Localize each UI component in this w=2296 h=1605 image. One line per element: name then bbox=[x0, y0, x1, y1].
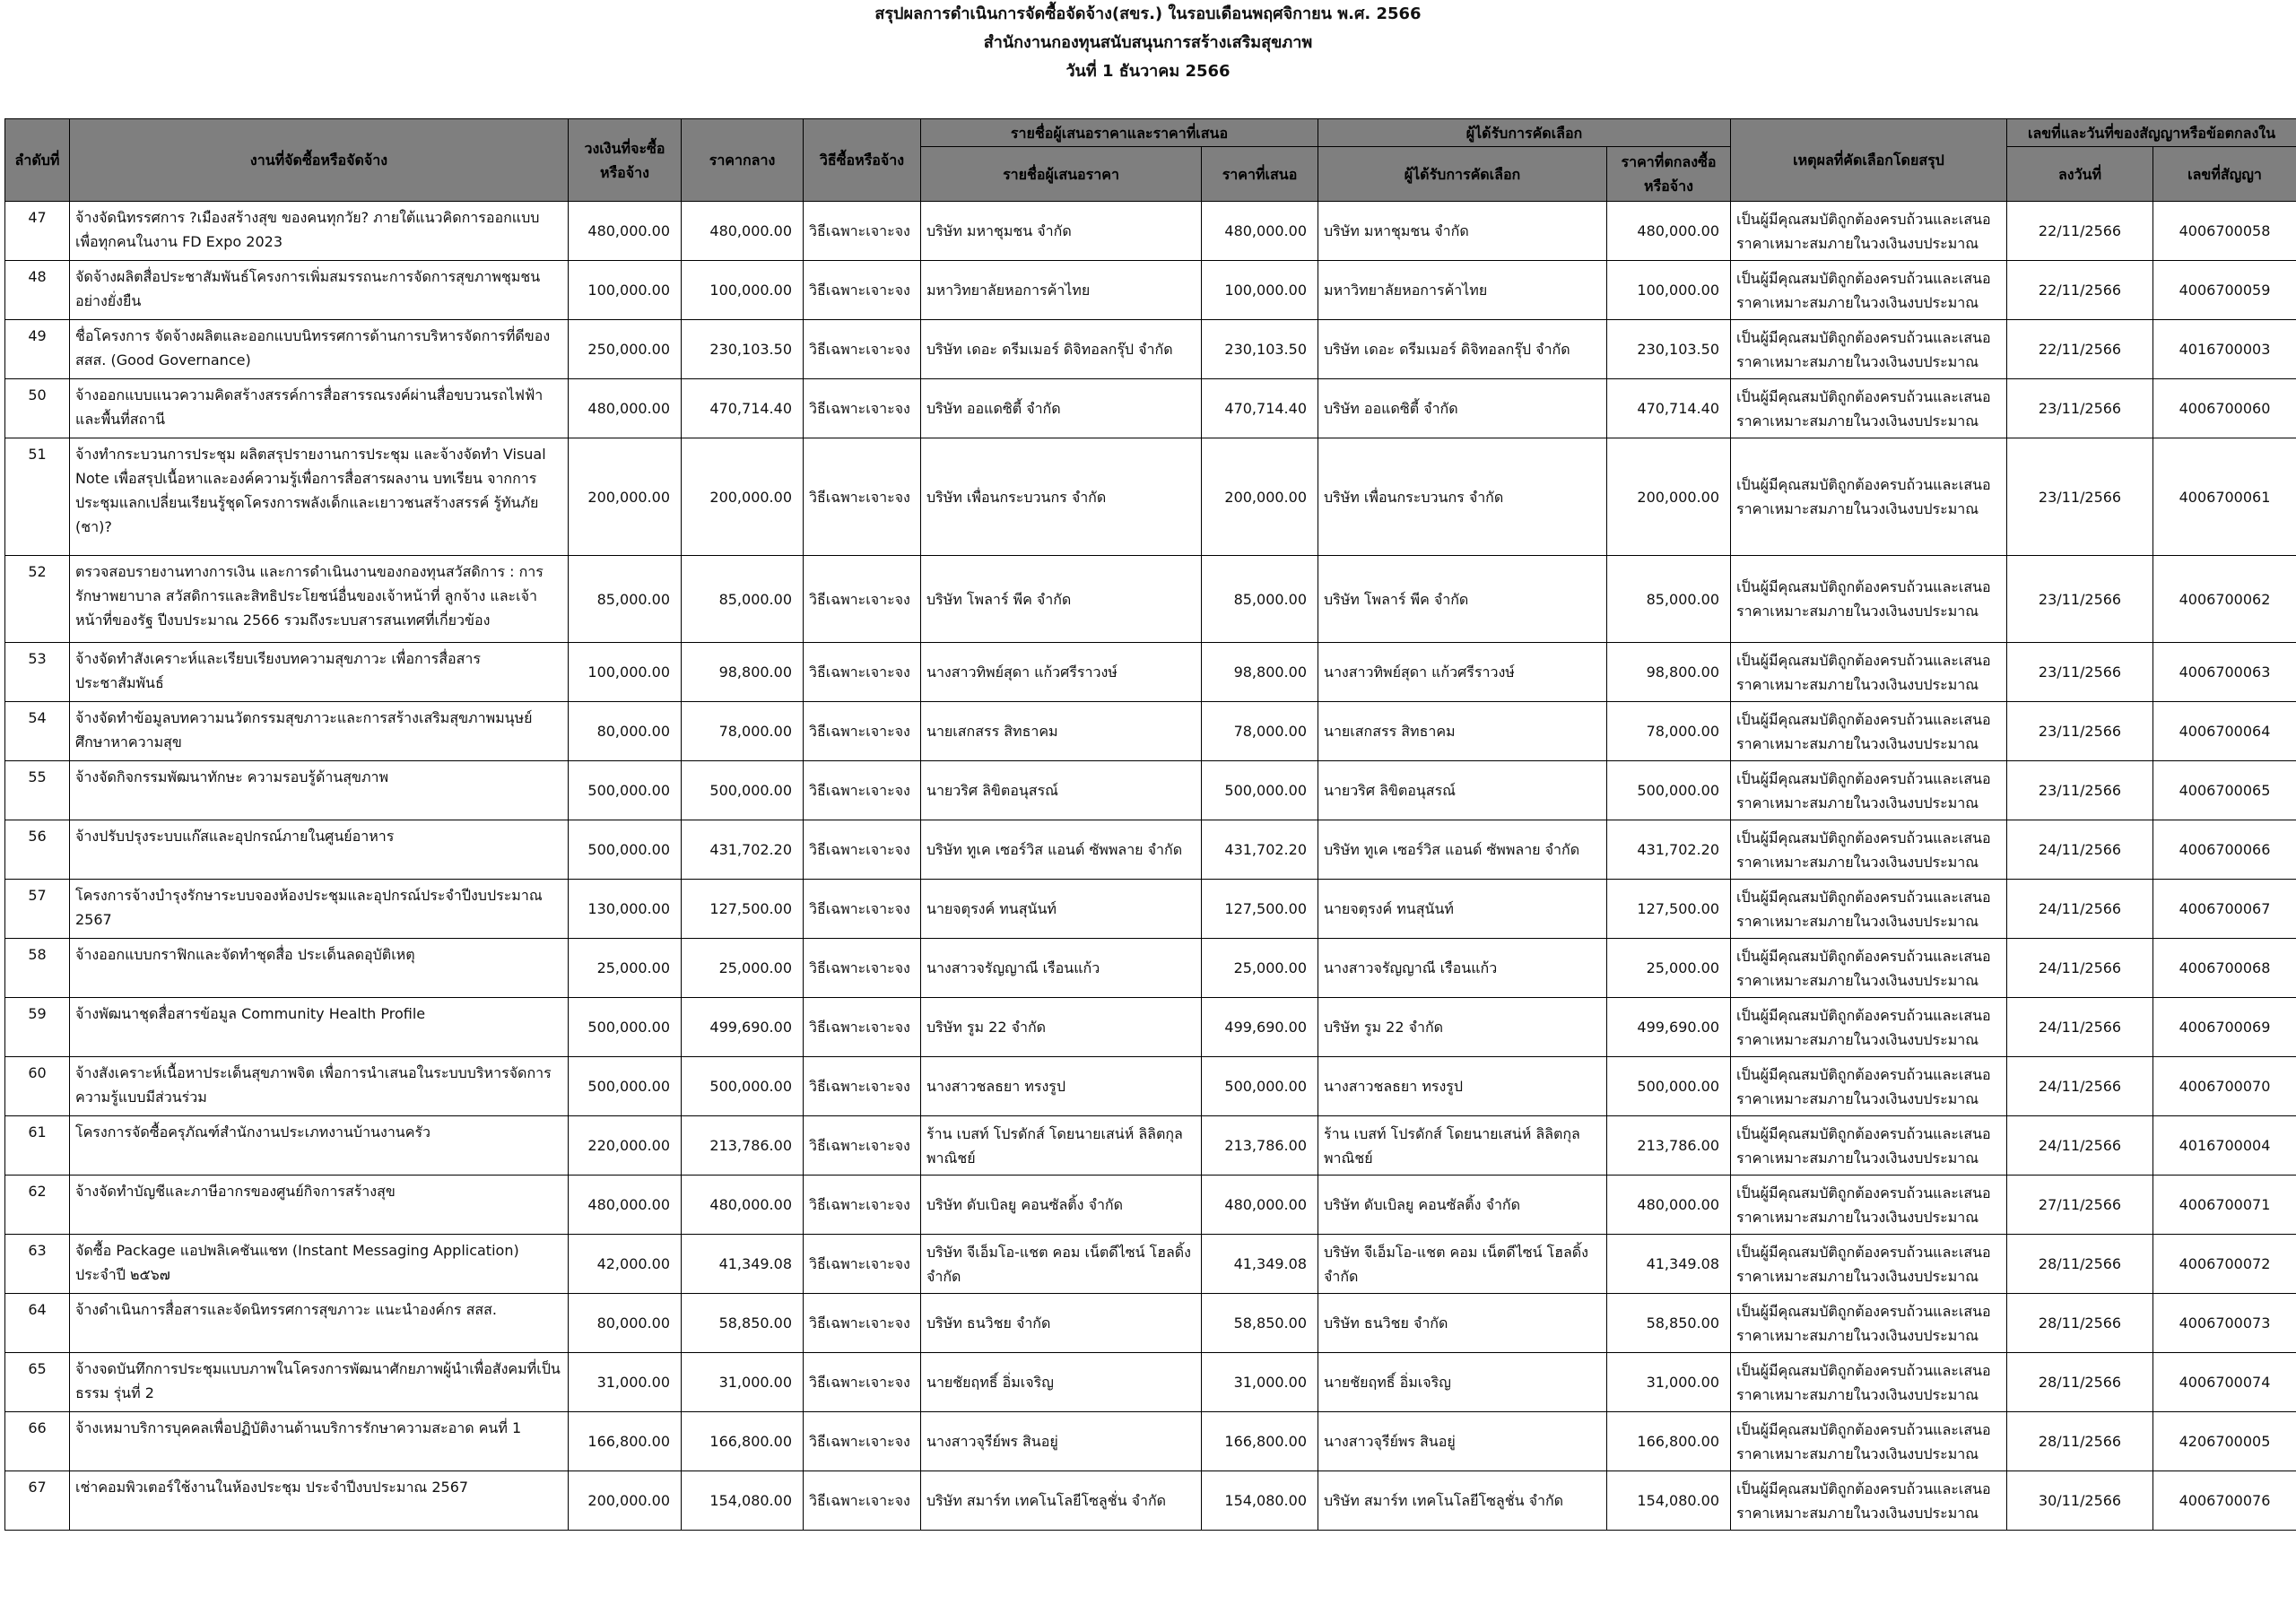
agency-name: สำนักงานกองทุนสนับสนุนการสร้างเสริมสุขภาพ bbox=[983, 33, 1313, 52]
cell-no: 50 bbox=[5, 379, 70, 438]
cell-median-price: 78,000.00 bbox=[682, 702, 804, 761]
cell-agreed-price: 100,000.00 bbox=[1607, 261, 1731, 320]
header-bidder-name: รายชื่อผู้เสนอราคา bbox=[921, 147, 1202, 202]
cell-reason: เป็นผู้มีคุณสมบัติถูกต้องครบถ้วนและเสนอราคาเหมาะสมภายในวงเงินงบประมาณ bbox=[1731, 1176, 2007, 1235]
cell-budget: 130,000.00 bbox=[569, 880, 682, 939]
cell-selected-name: นางสาวจุรีย์พร สินอยู่ bbox=[1318, 1412, 1607, 1471]
cell-budget: 200,000.00 bbox=[569, 1471, 682, 1531]
table-row bbox=[5, 880, 2296, 939]
header-median-price: ราคากลาง bbox=[682, 119, 804, 202]
cell-task: จ้างเหมาบริการบุคคลเพื่อปฏิบัติงานด้านบริการรักษาความสะอาด คนที่ 1 bbox=[70, 1412, 569, 1471]
cell-reason: เป็นผู้มีคุณสมบัติถูกต้องครบถ้วนและเสนอราคาเหมาะสมภายในวงเงินงบประมาณ bbox=[1731, 1116, 2007, 1176]
cell-method: วิธีเฉพาะเจาะจง bbox=[804, 761, 921, 820]
cell-median-price: 200,000.00 bbox=[682, 438, 804, 556]
cell-selected-name: บริษัท ดับเบิลยู คอนซัลติ้ง จำกัด bbox=[1318, 1176, 1607, 1235]
cell-median-price: 230,103.50 bbox=[682, 320, 804, 379]
cell-contract-date: 22/11/2566 bbox=[2007, 202, 2153, 261]
cell-bidder-name: บริษัท ธนวิชย จำกัด bbox=[921, 1294, 1202, 1353]
cell-no: 49 bbox=[5, 320, 70, 379]
cell-budget: 80,000.00 bbox=[569, 702, 682, 761]
cell-method: วิธีเฉพาะเจาะจง bbox=[804, 1116, 921, 1176]
cell-selected-name: บริษัท เดอะ ดรีมเมอร์ ดิจิทอลกรุ๊ป จำกัด bbox=[1318, 320, 1607, 379]
table-row bbox=[5, 1057, 2296, 1116]
cell-contract-date: 23/11/2566 bbox=[2007, 761, 2153, 820]
cell-bid-price: 500,000.00 bbox=[1202, 1057, 1318, 1116]
cell-bid-price: 85,000.00 bbox=[1202, 556, 1318, 643]
cell-task: จ้างทำกระบวนการประชุม ผลิตสรุปรายงานการประชุม และจ้างจัดทำ Visual Note เพื่อสรุปเนื้อหาและองค์ความรู้เพื่อการสื่อสารผลงาน บทเรียน จากการประชุมแลกเปลี่ยนเรียนรู้ชุดโครงการพลังเด็กและเยาวชนสร้างสรรค์ รู้ทันภัย (ชา)? bbox=[70, 438, 569, 556]
cell-agreed-price: 480,000.00 bbox=[1607, 1176, 1731, 1235]
cell-median-price: 213,786.00 bbox=[682, 1116, 804, 1176]
cell-bid-price: 41,349.08 bbox=[1202, 1235, 1318, 1294]
cell-contract-no: 4206700005 bbox=[2153, 1412, 2296, 1471]
header-bid-price: ราคาที่เสนอ bbox=[1202, 147, 1318, 202]
cell-agreed-price: 500,000.00 bbox=[1607, 761, 1731, 820]
cell-median-price: 100,000.00 bbox=[682, 261, 804, 320]
cell-contract-no: 4006700061 bbox=[2153, 438, 2296, 556]
cell-bid-price: 58,850.00 bbox=[1202, 1294, 1318, 1353]
cell-task: จ้างจัดทำข้อมูลบทความนวัตกรรมสุขภาวะและการสร้างเสริมสุขภาพมนุษย์ศึกษาหาความสุข bbox=[70, 702, 569, 761]
table-row bbox=[5, 438, 2296, 556]
cell-method: วิธีเฉพาะเจาะจง bbox=[804, 643, 921, 702]
cell-bidder-name: บริษัท รูม 22 จำกัด bbox=[921, 998, 1202, 1057]
cell-no: 63 bbox=[5, 1235, 70, 1294]
cell-budget: 500,000.00 bbox=[569, 998, 682, 1057]
cell-contract-no: 4006700076 bbox=[2153, 1471, 2296, 1531]
cell-selected-name: บริษัท โพลาร์ พีค จำกัด bbox=[1318, 556, 1607, 643]
header-no: ลำดับที่ bbox=[5, 119, 70, 202]
cell-budget: 480,000.00 bbox=[569, 1176, 682, 1235]
cell-budget: 100,000.00 bbox=[569, 643, 682, 702]
cell-contract-date: 23/11/2566 bbox=[2007, 702, 2153, 761]
table-row bbox=[5, 1412, 2296, 1471]
table-body bbox=[5, 202, 2296, 1531]
header-contract-group: เลขที่และวันที่ของสัญญาหรือข้อตกลงใน bbox=[2007, 119, 2296, 147]
cell-agreed-price: 58,850.00 bbox=[1607, 1294, 1731, 1353]
cell-no: 65 bbox=[5, 1353, 70, 1412]
report-title: สรุปผลการดำเนินการจัดซื้อจัดจ้าง(สขร.) ในรอบเดือนพฤศจิกายน พ.ศ. 2566 bbox=[874, 4, 1422, 23]
cell-agreed-price: 127,500.00 bbox=[1607, 880, 1731, 939]
cell-median-price: 25,000.00 bbox=[682, 939, 804, 998]
cell-selected-name: บริษัท จีเอ็มโอ-แชต คอม เน็ตดีไซน์ โฮลดิ้ง จำกัด bbox=[1318, 1235, 1607, 1294]
cell-selected-name: บริษัท สมาร์ท เทคโนโลยีโซลูชั่น จำกัด bbox=[1318, 1471, 1607, 1531]
cell-no: 55 bbox=[5, 761, 70, 820]
cell-bid-price: 470,714.40 bbox=[1202, 379, 1318, 438]
cell-contract-date: 23/11/2566 bbox=[2007, 438, 2153, 556]
cell-budget: 31,000.00 bbox=[569, 1353, 682, 1412]
cell-agreed-price: 98,800.00 bbox=[1607, 643, 1731, 702]
cell-no: 51 bbox=[5, 438, 70, 556]
table-row bbox=[5, 761, 2296, 820]
cell-median-price: 98,800.00 bbox=[682, 643, 804, 702]
cell-agreed-price: 166,800.00 bbox=[1607, 1412, 1731, 1471]
cell-selected-name: นางสาวชลธยา ทรงรูป bbox=[1318, 1057, 1607, 1116]
cell-reason: เป็นผู้มีคุณสมบัติถูกต้องครบถ้วนและเสนอราคาเหมาะสมภายในวงเงินงบประมาณ bbox=[1731, 820, 2007, 880]
cell-bidder-name: ร้าน เบสท์ โปรดักส์ โดยนายเสน่ห์ ลิลิตกุลพาณิชย์ bbox=[921, 1116, 1202, 1176]
cell-contract-no: 4006700069 bbox=[2153, 998, 2296, 1057]
cell-bidder-name: บริษัท ออแดซิตี้ จำกัด bbox=[921, 379, 1202, 438]
table-row bbox=[5, 202, 2296, 261]
cell-contract-no: 4006700058 bbox=[2153, 202, 2296, 261]
cell-method: วิธีเฉพาะเจาะจง bbox=[804, 1176, 921, 1235]
cell-task: โครงการจัดซื้อครุภัณฑ์สำนักงานประเภทงานบ้านงานครัว bbox=[70, 1116, 569, 1176]
cell-bid-price: 25,000.00 bbox=[1202, 939, 1318, 998]
cell-median-price: 500,000.00 bbox=[682, 761, 804, 820]
cell-no: 67 bbox=[5, 1471, 70, 1531]
cell-task: จ้างจัดนิทรรศการ ?เมืองสร้างสุข ของคนทุกวัย? ภายใต้แนวคิดการออกแบบเพื่อทุกคนในงาน FD Expo 2023 bbox=[70, 202, 569, 261]
cell-budget: 100,000.00 bbox=[569, 261, 682, 320]
cell-contract-date: 23/11/2566 bbox=[2007, 556, 2153, 643]
cell-bid-price: 78,000.00 bbox=[1202, 702, 1318, 761]
table-row bbox=[5, 320, 2296, 379]
cell-task: จ้างสังเคราะห์เนื้อหาประเด็นสุขภาพจิต เพื่อการนำเสนอในระบบบริหารจัดการความรู้แบบมีส่วนร่วม bbox=[70, 1057, 569, 1116]
cell-median-price: 431,702.20 bbox=[682, 820, 804, 880]
cell-contract-no: 4006700062 bbox=[2153, 556, 2296, 643]
table-row bbox=[5, 939, 2296, 998]
cell-no: 58 bbox=[5, 939, 70, 998]
cell-task: จัดจ้างผลิตสื่อประชาสัมพันธ์โครงการเพิ่มสมรรถนะการจัดการสุขภาพชุมชนอย่างยั่งยืน bbox=[70, 261, 569, 320]
header-bidders-group: รายชื่อผู้เสนอราคาและราคาที่เสนอ bbox=[921, 119, 1318, 147]
cell-contract-date: 28/11/2566 bbox=[2007, 1235, 2153, 1294]
header-contract-no: เลขที่สัญญา bbox=[2153, 147, 2296, 202]
cell-contract-date: 24/11/2566 bbox=[2007, 939, 2153, 998]
cell-no: 61 bbox=[5, 1116, 70, 1176]
cell-reason: เป็นผู้มีคุณสมบัติถูกต้องครบถ้วนและเสนอราคาเหมาะสมภายในวงเงินงบประมาณ bbox=[1731, 261, 2007, 320]
document-titles bbox=[0, 0, 2296, 86]
cell-no: 52 bbox=[5, 556, 70, 643]
cell-task: จ้างจัดทำสังเคราะห์และเรียบเรียงบทความสุขภาวะ เพื่อการสื่อสารประชาสัมพันธ์ bbox=[70, 643, 569, 702]
cell-agreed-price: 470,714.40 bbox=[1607, 379, 1731, 438]
cell-method: วิธีเฉพาะเจาะจง bbox=[804, 1353, 921, 1412]
cell-contract-date: 23/11/2566 bbox=[2007, 643, 2153, 702]
cell-budget: 200,000.00 bbox=[569, 438, 682, 556]
cell-reason: เป็นผู้มีคุณสมบัติถูกต้องครบถ้วนและเสนอราคาเหมาะสมภายในวงเงินงบประมาณ bbox=[1731, 939, 2007, 998]
cell-no: 62 bbox=[5, 1176, 70, 1235]
cell-agreed-price: 500,000.00 bbox=[1607, 1057, 1731, 1116]
table-row bbox=[5, 820, 2296, 880]
cell-reason: เป็นผู้มีคุณสมบัติถูกต้องครบถ้วนและเสนอราคาเหมาะสมภายในวงเงินงบประมาณ bbox=[1731, 702, 2007, 761]
cell-method: วิธีเฉพาะเจาะจง bbox=[804, 820, 921, 880]
cell-no: 64 bbox=[5, 1294, 70, 1353]
cell-bidder-name: นายวริศ ลิขิตอนุสรณ์ bbox=[921, 761, 1202, 820]
cell-median-price: 154,080.00 bbox=[682, 1471, 804, 1531]
header-selected-group: ผู้ได้รับการคัดเลือก bbox=[1318, 119, 1731, 147]
cell-method: วิธีเฉพาะเจาะจง bbox=[804, 1235, 921, 1294]
cell-reason: เป็นผู้มีคุณสมบัติถูกต้องครบถ้วนและเสนอราคาเหมาะสมภายในวงเงินงบประมาณ bbox=[1731, 320, 2007, 379]
cell-contract-no: 4006700067 bbox=[2153, 880, 2296, 939]
cell-agreed-price: 213,786.00 bbox=[1607, 1116, 1731, 1176]
cell-selected-name: มหาวิทยาลัยหอการค้าไทย bbox=[1318, 261, 1607, 320]
cell-budget: 480,000.00 bbox=[569, 202, 682, 261]
cell-method: วิธีเฉพาะเจาะจง bbox=[804, 1057, 921, 1116]
cell-method: วิธีเฉพาะเจาะจง bbox=[804, 702, 921, 761]
cell-median-price: 41,349.08 bbox=[682, 1235, 804, 1294]
cell-selected-name: นางสาวจรัญญาณี เรือนแก้ว bbox=[1318, 939, 1607, 998]
cell-task: จ้างจดบันทึกการประชุมแบบภาพในโครงการพัฒนาศักยภาพผู้นำเพื่อสังคมที่เป็นธรรม รุ่นที่ 2 bbox=[70, 1353, 569, 1412]
header-selected-name: ผู้ได้รับการคัดเลือก bbox=[1318, 147, 1607, 202]
table-row bbox=[5, 1116, 2296, 1176]
cell-reason: เป็นผู้มีคุณสมบัติถูกต้องครบถ้วนและเสนอราคาเหมาะสมภายในวงเงินงบประมาณ bbox=[1731, 643, 2007, 702]
cell-bid-price: 499,690.00 bbox=[1202, 998, 1318, 1057]
cell-reason: เป็นผู้มีคุณสมบัติถูกต้องครบถ้วนและเสนอราคาเหมาะสมภายในวงเงินงบประมาณ bbox=[1731, 202, 2007, 261]
table-row bbox=[5, 556, 2296, 643]
cell-no: 66 bbox=[5, 1412, 70, 1471]
cell-method: วิธีเฉพาะเจาะจง bbox=[804, 880, 921, 939]
cell-budget: 42,000.00 bbox=[569, 1235, 682, 1294]
cell-task: โครงการจ้างบำรุงรักษาระบบจองห้องประชุมและอุปกรณ์ประจำปีงบประมาณ 2567 bbox=[70, 880, 569, 939]
table-row bbox=[5, 702, 2296, 761]
cell-median-price: 500,000.00 bbox=[682, 1057, 804, 1116]
cell-bidder-name: นางสาวจุรีย์พร สินอยู่ bbox=[921, 1412, 1202, 1471]
procurement-table bbox=[4, 118, 2296, 1531]
cell-budget: 480,000.00 bbox=[569, 379, 682, 438]
cell-method: วิธีเฉพาะเจาะจง bbox=[804, 939, 921, 998]
header-task: งานที่จัดซื้อหรือจัดจ้าง bbox=[70, 119, 569, 202]
cell-bidder-name: บริษัท เพื่อนกระบวนกร จำกัด bbox=[921, 438, 1202, 556]
cell-contract-no: 4006700073 bbox=[2153, 1294, 2296, 1353]
cell-contract-date: 24/11/2566 bbox=[2007, 880, 2153, 939]
header-contract-date: ลงวันที่ bbox=[2007, 147, 2153, 202]
cell-agreed-price: 499,690.00 bbox=[1607, 998, 1731, 1057]
cell-reason: เป็นผู้มีคุณสมบัติถูกต้องครบถ้วนและเสนอราคาเหมาะสมภายในวงเงินงบประมาณ bbox=[1731, 1412, 2007, 1471]
cell-contract-no: 4016700004 bbox=[2153, 1116, 2296, 1176]
cell-selected-name: บริษัท เพื่อนกระบวนกร จำกัด bbox=[1318, 438, 1607, 556]
cell-contract-no: 4006700064 bbox=[2153, 702, 2296, 761]
cell-no: 57 bbox=[5, 880, 70, 939]
cell-contract-date: 23/11/2566 bbox=[2007, 379, 2153, 438]
cell-budget: 500,000.00 bbox=[569, 761, 682, 820]
cell-bidder-name: บริษัท มหาชุมชน จำกัด bbox=[921, 202, 1202, 261]
cell-contract-date: 22/11/2566 bbox=[2007, 261, 2153, 320]
cell-agreed-price: 200,000.00 bbox=[1607, 438, 1731, 556]
cell-contract-date: 28/11/2566 bbox=[2007, 1294, 2153, 1353]
cell-reason: เป็นผู้มีคุณสมบัติถูกต้องครบถ้วนและเสนอราคาเหมาะสมภายในวงเงินงบประมาณ bbox=[1731, 438, 2007, 556]
cell-no: 53 bbox=[5, 643, 70, 702]
cell-contract-no: 4006700066 bbox=[2153, 820, 2296, 880]
cell-selected-name: นายวริศ ลิขิตอนุสรณ์ bbox=[1318, 761, 1607, 820]
cell-no: 56 bbox=[5, 820, 70, 880]
table-row bbox=[5, 1176, 2296, 1235]
cell-contract-no: 4006700070 bbox=[2153, 1057, 2296, 1116]
cell-selected-name: บริษัท ออแดซิตี้ จำกัด bbox=[1318, 379, 1607, 438]
cell-bid-price: 127,500.00 bbox=[1202, 880, 1318, 939]
cell-method: วิธีเฉพาะเจาะจง bbox=[804, 998, 921, 1057]
table-row bbox=[5, 998, 2296, 1057]
cell-bidder-name: บริษัท ดับเบิลยู คอนซัลติ้ง จำกัด bbox=[921, 1176, 1202, 1235]
cell-selected-name: ร้าน เบสท์ โปรดักส์ โดยนายเสน่ห์ ลิลิตกุลพาณิชย์ bbox=[1318, 1116, 1607, 1176]
cell-contract-date: 30/11/2566 bbox=[2007, 1471, 2153, 1531]
cell-reason: เป็นผู้มีคุณสมบัติถูกต้องครบถ้วนและเสนอราคาเหมาะสมภายในวงเงินงบประมาณ bbox=[1731, 1057, 2007, 1116]
table-row bbox=[5, 1471, 2296, 1531]
cell-reason: เป็นผู้มีคุณสมบัติถูกต้องครบถ้วนและเสนอราคาเหมาะสมภายในวงเงินงบประมาณ bbox=[1731, 1471, 2007, 1531]
cell-budget: 166,800.00 bbox=[569, 1412, 682, 1471]
table-row bbox=[5, 261, 2296, 320]
cell-bidder-name: นายชัยฤทธิ์ อิ่มเจริญ bbox=[921, 1353, 1202, 1412]
table-row bbox=[5, 1353, 2296, 1412]
cell-bidder-name: นางสาวชลธยา ทรงรูป bbox=[921, 1057, 1202, 1116]
cell-task: ชื่อโครงการ จัดจ้างผลิตและออกแบบนิทรรศการด้านการบริหารจัดการที่ดีของ สสส. (Good Governance) bbox=[70, 320, 569, 379]
cell-bid-price: 500,000.00 bbox=[1202, 761, 1318, 820]
cell-median-price: 85,000.00 bbox=[682, 556, 804, 643]
cell-method: วิธีเฉพาะเจาะจง bbox=[804, 261, 921, 320]
cell-reason: เป็นผู้มีคุณสมบัติถูกต้องครบถ้วนและเสนอราคาเหมาะสมภายในวงเงินงบประมาณ bbox=[1731, 761, 2007, 820]
cell-median-price: 499,690.00 bbox=[682, 998, 804, 1057]
cell-bid-price: 213,786.00 bbox=[1202, 1116, 1318, 1176]
cell-contract-no: 4006700071 bbox=[2153, 1176, 2296, 1235]
cell-bid-price: 431,702.20 bbox=[1202, 820, 1318, 880]
cell-task: เช่าคอมพิวเตอร์ใช้งานในห้องประชุม ประจำปีงบประมาณ 2567 bbox=[70, 1471, 569, 1531]
cell-budget: 25,000.00 bbox=[569, 939, 682, 998]
cell-task: จ้างดำเนินการสื่อสารและจัดนิทรรศการสุขภาวะ แนะนำองค์กร สสส. bbox=[70, 1294, 569, 1353]
cell-method: วิธีเฉพาะเจาะจง bbox=[804, 202, 921, 261]
cell-reason: เป็นผู้มีคุณสมบัติถูกต้องครบถ้วนและเสนอราคาเหมาะสมภายในวงเงินงบประมาณ bbox=[1731, 379, 2007, 438]
cell-contract-date: 24/11/2566 bbox=[2007, 820, 2153, 880]
cell-selected-name: บริษัท มหาชุมชน จำกัด bbox=[1318, 202, 1607, 261]
cell-bid-price: 31,000.00 bbox=[1202, 1353, 1318, 1412]
cell-no: 59 bbox=[5, 998, 70, 1057]
cell-task: จ้างออกแบบกราฟิกและจัดทำชุดสื่อ ประเด็นลดอุบัติเหตุ bbox=[70, 939, 569, 998]
cell-selected-name: นายเสกสรร สิทธาคม bbox=[1318, 702, 1607, 761]
cell-contract-date: 24/11/2566 bbox=[2007, 1116, 2153, 1176]
cell-bidder-name: มหาวิทยาลัยหอการค้าไทย bbox=[921, 261, 1202, 320]
header-reason: เหตุผลที่คัดเลือกโดยสรุป bbox=[1731, 119, 2007, 202]
cell-contract-date: 22/11/2566 bbox=[2007, 320, 2153, 379]
cell-method: วิธีเฉพาะเจาะจง bbox=[804, 438, 921, 556]
cell-budget: 500,000.00 bbox=[569, 1057, 682, 1116]
cell-contract-date: 28/11/2566 bbox=[2007, 1412, 2153, 1471]
cell-agreed-price: 431,702.20 bbox=[1607, 820, 1731, 880]
cell-method: วิธีเฉพาะเจาะจง bbox=[804, 1412, 921, 1471]
cell-no: 54 bbox=[5, 702, 70, 761]
cell-bid-price: 98,800.00 bbox=[1202, 643, 1318, 702]
cell-bidder-name: นางสาวจรัญญาณี เรือนแก้ว bbox=[921, 939, 1202, 998]
cell-median-price: 480,000.00 bbox=[682, 1176, 804, 1235]
cell-no: 48 bbox=[5, 261, 70, 320]
cell-reason: เป็นผู้มีคุณสมบัติถูกต้องครบถ้วนและเสนอราคาเหมาะสมภายในวงเงินงบประมาณ bbox=[1731, 1353, 2007, 1412]
cell-agreed-price: 230,103.50 bbox=[1607, 320, 1731, 379]
cell-bid-price: 480,000.00 bbox=[1202, 1176, 1318, 1235]
cell-bidder-name: นายจตุรงค์ ทนสุนันท์ bbox=[921, 880, 1202, 939]
cell-selected-name: นางสาวทิพย์สุดา แก้วศรีราวงษ์ bbox=[1318, 643, 1607, 702]
cell-contract-date: 28/11/2566 bbox=[2007, 1353, 2153, 1412]
cell-bidder-name: บริษัท โพลาร์ พีค จำกัด bbox=[921, 556, 1202, 643]
table-header bbox=[5, 119, 2296, 202]
cell-agreed-price: 25,000.00 bbox=[1607, 939, 1731, 998]
cell-task: จัดซื้อ Package แอปพลิเคชันแชท (Instant Messaging Application) ประจำปี ๒๕๖๗ bbox=[70, 1235, 569, 1294]
cell-contract-no: 4006700074 bbox=[2153, 1353, 2296, 1412]
cell-reason: เป็นผู้มีคุณสมบัติถูกต้องครบถ้วนและเสนอราคาเหมาะสมภายในวงเงินงบประมาณ bbox=[1731, 1294, 2007, 1353]
cell-method: วิธีเฉพาะเจาะจง bbox=[804, 379, 921, 438]
cell-bid-price: 166,800.00 bbox=[1202, 1412, 1318, 1471]
header-budget: วงเงินที่จะซื้อหรือจ้าง bbox=[569, 119, 682, 202]
cell-agreed-price: 154,080.00 bbox=[1607, 1471, 1731, 1531]
cell-budget: 250,000.00 bbox=[569, 320, 682, 379]
cell-budget: 85,000.00 bbox=[569, 556, 682, 643]
cell-selected-name: นายชัยฤทธิ์ อิ่มเจริญ bbox=[1318, 1353, 1607, 1412]
cell-contract-no: 4016700003 bbox=[2153, 320, 2296, 379]
cell-budget: 220,000.00 bbox=[569, 1116, 682, 1176]
cell-method: วิธีเฉพาะเจาะจง bbox=[804, 1294, 921, 1353]
cell-task: จ้างจัดกิจกรรมพัฒนาทักษะ ความรอบรู้ด้านสุขภาพ bbox=[70, 761, 569, 820]
cell-reason: เป็นผู้มีคุณสมบัติถูกต้องครบถ้วนและเสนอราคาเหมาะสมภายในวงเงินงบประมาณ bbox=[1731, 556, 2007, 643]
table-row bbox=[5, 1294, 2296, 1353]
cell-no: 60 bbox=[5, 1057, 70, 1116]
table-row bbox=[5, 643, 2296, 702]
header-method: วิธีซื้อหรือจ้าง bbox=[804, 119, 921, 202]
cell-no: 47 bbox=[5, 202, 70, 261]
cell-agreed-price: 480,000.00 bbox=[1607, 202, 1731, 261]
cell-median-price: 166,800.00 bbox=[682, 1412, 804, 1471]
cell-contract-date: 24/11/2566 bbox=[2007, 1057, 2153, 1116]
cell-method: วิธีเฉพาะเจาะจง bbox=[804, 320, 921, 379]
cell-contract-date: 24/11/2566 bbox=[2007, 998, 2153, 1057]
cell-contract-no: 4006700063 bbox=[2153, 643, 2296, 702]
cell-budget: 80,000.00 bbox=[569, 1294, 682, 1353]
cell-reason: เป็นผู้มีคุณสมบัติถูกต้องครบถ้วนและเสนอราคาเหมาะสมภายในวงเงินงบประมาณ bbox=[1731, 998, 2007, 1057]
cell-reason: เป็นผู้มีคุณสมบัติถูกต้องครบถ้วนและเสนอราคาเหมาะสมภายในวงเงินงบประมาณ bbox=[1731, 1235, 2007, 1294]
cell-agreed-price: 85,000.00 bbox=[1607, 556, 1731, 643]
cell-method: วิธีเฉพาะเจาะจง bbox=[804, 556, 921, 643]
cell-bidder-name: นายเสกสรร สิทธาคม bbox=[921, 702, 1202, 761]
cell-contract-no: 4006700060 bbox=[2153, 379, 2296, 438]
cell-contract-no: 4006700072 bbox=[2153, 1235, 2296, 1294]
cell-contract-date: 27/11/2566 bbox=[2007, 1176, 2153, 1235]
cell-median-price: 58,850.00 bbox=[682, 1294, 804, 1353]
cell-bid-price: 230,103.50 bbox=[1202, 320, 1318, 379]
report-date: วันที่ 1 ธันวาคม 2566 bbox=[1065, 62, 1231, 81]
cell-selected-name: บริษัท ทูเค เซอร์วิส แอนด์ ซัพพลาย จำกัด bbox=[1318, 820, 1607, 880]
cell-agreed-price: 41,349.08 bbox=[1607, 1235, 1731, 1294]
cell-task: จ้างพัฒนาชุดสื่อสารข้อมูล Community Health Profile bbox=[70, 998, 569, 1057]
cell-agreed-price: 31,000.00 bbox=[1607, 1353, 1731, 1412]
cell-bid-price: 154,080.00 bbox=[1202, 1471, 1318, 1531]
cell-reason: เป็นผู้มีคุณสมบัติถูกต้องครบถ้วนและเสนอราคาเหมาะสมภายในวงเงินงบประมาณ bbox=[1731, 880, 2007, 939]
cell-bidder-name: นางสาวทิพย์สุดา แก้วศรีราวงษ์ bbox=[921, 643, 1202, 702]
cell-median-price: 470,714.40 bbox=[682, 379, 804, 438]
cell-median-price: 31,000.00 bbox=[682, 1353, 804, 1412]
cell-task: จ้างปรับปรุงระบบแก๊สและอุปกรณ์ภายในศูนย์อาหาร bbox=[70, 820, 569, 880]
cell-contract-no: 4006700059 bbox=[2153, 261, 2296, 320]
cell-bidder-name: บริษัท จีเอ็มโอ-แชต คอม เน็ตดีไซน์ โฮลดิ้ง จำกัด bbox=[921, 1235, 1202, 1294]
cell-contract-no: 4006700068 bbox=[2153, 939, 2296, 998]
cell-bid-price: 100,000.00 bbox=[1202, 261, 1318, 320]
cell-task: จ้างจัดทำบัญชีและภาษีอากรของศูนย์กิจการสร้างสุข bbox=[70, 1176, 569, 1235]
cell-bidder-name: บริษัท เดอะ ดรีมเมอร์ ดิจิทอลกรุ๊ป จำกัด bbox=[921, 320, 1202, 379]
cell-task: จ้างออกแบบแนวความคิดสร้างสรรค์การสื่อสารรณรงค์ผ่านสื่อขบวนรถไฟฟ้าและพื้นที่สถานี bbox=[70, 379, 569, 438]
cell-contract-no: 4006700065 bbox=[2153, 761, 2296, 820]
cell-bid-price: 480,000.00 bbox=[1202, 202, 1318, 261]
table-row bbox=[5, 379, 2296, 438]
cell-selected-name: บริษัท ธนวิชย จำกัด bbox=[1318, 1294, 1607, 1353]
cell-bid-price: 200,000.00 bbox=[1202, 438, 1318, 556]
cell-selected-name: นายจตุรงค์ ทนสุนันท์ bbox=[1318, 880, 1607, 939]
cell-budget: 500,000.00 bbox=[569, 820, 682, 880]
cell-task: ตรวจสอบรายงานทางการเงิน และการดำเนินงานของกองทุนสวัสดิการ : การรักษาพยาบาล สวัสดิการและสิทธิประโยชน์อื่นของเจ้าหน้าที่ ลูกจ้าง และเจ้าหน้าที่ของรัฐ ปีงบประมาณ 2566 รวมถึงระบบสารสนเทศที่เกี่ยวข้อง bbox=[70, 556, 569, 643]
cell-median-price: 127,500.00 bbox=[682, 880, 804, 939]
table-row bbox=[5, 1235, 2296, 1294]
cell-method: วิธีเฉพาะเจาะจง bbox=[804, 1471, 921, 1531]
cell-median-price: 480,000.00 bbox=[682, 202, 804, 261]
cell-selected-name: บริษัท รูม 22 จำกัด bbox=[1318, 998, 1607, 1057]
cell-agreed-price: 78,000.00 bbox=[1607, 702, 1731, 761]
cell-bidder-name: บริษัท ทูเค เซอร์วิส แอนด์ ซัพพลาย จำกัด bbox=[921, 820, 1202, 880]
header-agreed-price: ราคาที่ตกลงซื้อหรือจ้าง bbox=[1607, 147, 1731, 202]
cell-bidder-name: บริษัท สมาร์ท เทคโนโลยีโซลูชั่น จำกัด bbox=[921, 1471, 1202, 1531]
